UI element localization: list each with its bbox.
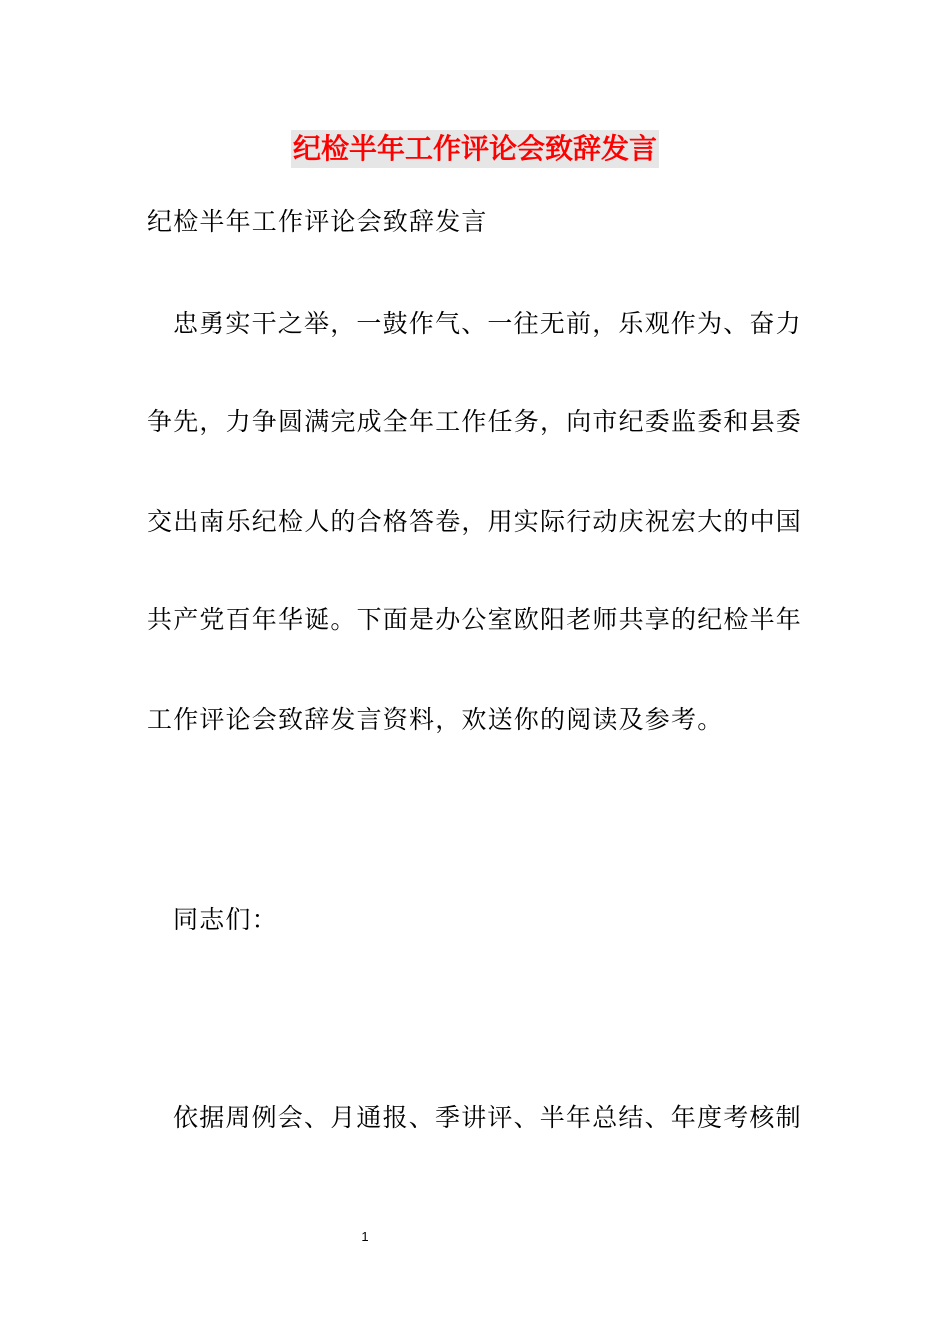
salutation: 同志们： bbox=[173, 905, 278, 934]
paragraph-1-line-2: 争先，力争圆满完成全年工作任务，向市纪委监委和县委 bbox=[147, 407, 803, 436]
document-subtitle: 纪检半年工作评论会致辞发言 bbox=[147, 207, 488, 236]
paragraph-1-line-1: 忠勇实干之举，一鼓作气、一往无前，乐观作为、奋力 bbox=[173, 309, 802, 338]
page-number: 1 bbox=[361, 1229, 369, 1244]
paragraph-1-line-3: 交出南乐纪检人的合格答卷，用实际行动庆祝宏大的中国 bbox=[147, 507, 803, 536]
document-title bbox=[0, 130, 950, 170]
document-title-text: 纪检半年工作评论会致辞发言 bbox=[291, 130, 659, 168]
paragraph-2-line-1: 依据周例会、月通报、季讲评、半年总结、年度考核制 bbox=[173, 1103, 802, 1132]
paragraph-1-line-4: 共产党百年华诞。下面是办公室欧阳老师共享的纪检半年 bbox=[147, 605, 803, 634]
paragraph-1-line-5: 工作评论会致辞发言资料，欢送你的阅读及参考。 bbox=[147, 705, 724, 734]
